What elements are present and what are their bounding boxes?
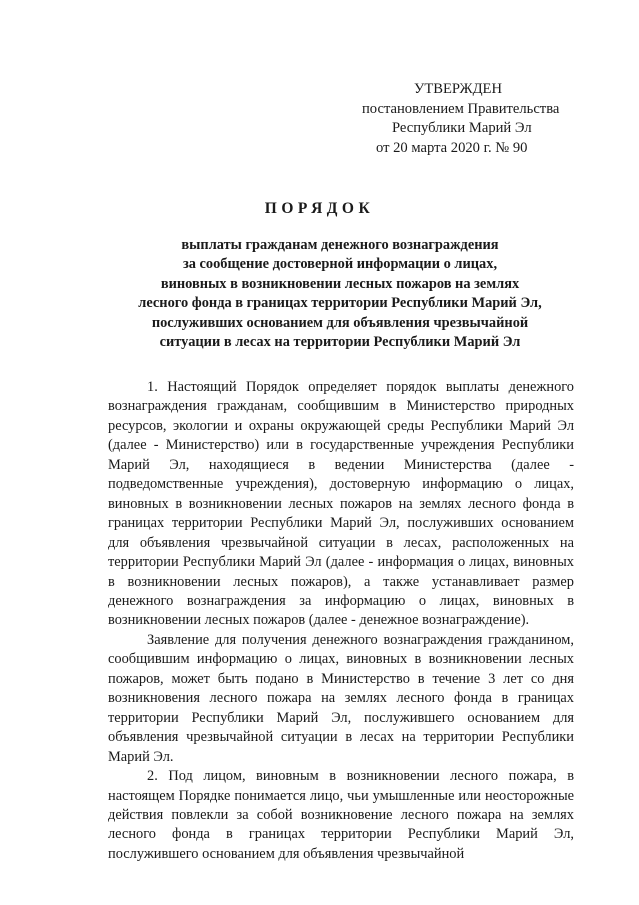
subtitle-line: за сообщение достоверной информации о лицах,	[182, 256, 498, 273]
approval-heading: УТВЕРЖДЕН	[414, 81, 502, 97]
paragraph-2: Заявление для получения денежного вознаграждения гражданином, сообщившим информацию о лицах, виновных в возникновении лесных пожаров, может быть подано в Министерство в течение 3 лет со дня возникновения лесного пожара на землях лесного фонда в границах территории Республики Марий Эл, послужившего основанием для объявления чрезвычайной ситуации в лесах на территории Республики Марий Эл.	[108, 631, 574, 765]
paragraph-3: 2. Под лицом, виновным в возникновении лесного пожара, в настоящем Порядке понимается лицо, чьи умышленные или неосторожные действия повлекли за собой возникновение лесного пожара на землях лесного фонда в границах территории Республики Марий Эл, послужившего основанием для объявления чрезвычайной	[108, 768, 574, 862]
paragraph-1: 1. Настоящий Порядок определяет порядок выплаты денежного вознаграждения гражданам, сообщившим в Министерство природных ресурсов, экологии и охраны окружающей среды Республики Марий Эл (далее - Министерство) или в государственные учреждения Республики Марий Эл, находящиеся в ведении Министерства (далее - подведомственные учреждения), достоверную информацию о лицах, виновных в возникновении лесных пожаров на землях лесного фонда в границах территории Республики Марий Эл, послуживших основанием для объявления чрезвычайной ситуации в лесах, расположенных на территории Республики Марий Эл (далее - информация о лицах, виновных в возникновении лесных пожаров), а также устанавливает размер денежного вознаграждения за информацию о лицах, виновных в возникновении лесных пожаров (далее - денежное вознаграждение).	[108, 379, 574, 629]
subtitle-line: послуживших основанием для объявления чрезвычайной	[151, 314, 529, 331]
approval-region: Республики Марий Эл	[392, 120, 532, 136]
subtitle-line: ситуации в лесах на территории Республики Марий Эл	[159, 334, 521, 351]
subtitle-line: лесного фонда в границах территории Республики Марий Эл,	[138, 295, 542, 312]
approval-decree: постановлением Правительства	[362, 100, 560, 117]
approval-date: от 20 марта 2020 г. № 90	[376, 139, 528, 156]
document-title: ПОРЯДОК	[264, 200, 375, 217]
subtitle-line: виновных в возникновении лесных пожаров на землях	[160, 275, 520, 292]
document-subtitle	[100, 236, 580, 352]
subtitle-line: выплаты гражданам денежного вознаграждения	[181, 237, 499, 253]
document-body	[108, 378, 574, 864]
approval-stamp	[362, 80, 602, 158]
